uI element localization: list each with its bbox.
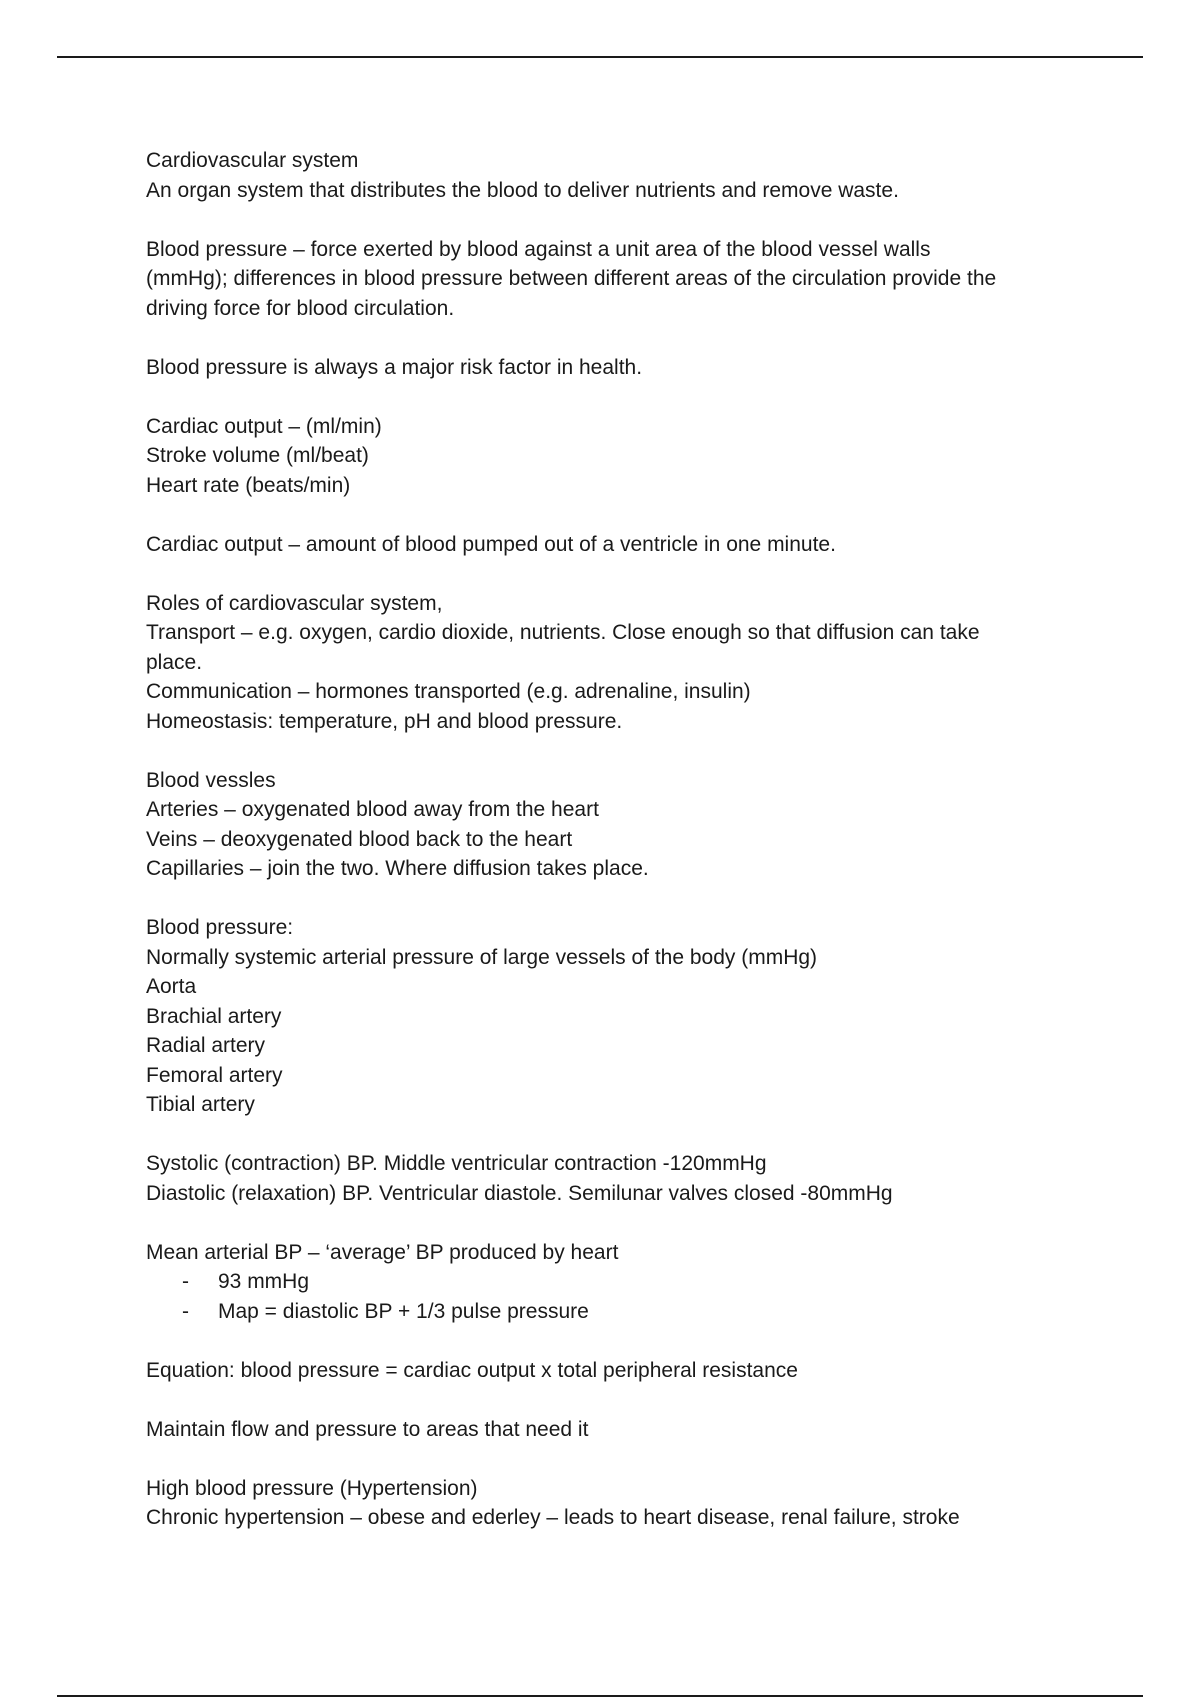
- hypertension-chronic: Chronic hypertension – obese and ederley – leads to heart disease, renal failure, stroke: [146, 1506, 960, 1529]
- bp-definition-line-3: driving force for blood circulation.: [146, 296, 455, 320]
- document-body: [146, 146, 1066, 1533]
- bullet-dash: -: [182, 1270, 189, 1293]
- artery-aorta: Aorta: [146, 975, 197, 998]
- diastolic-text: Diastolic (relaxation) BP. Ventricular diastole. Semilunar valves closed -80mmHg: [146, 1181, 893, 1205]
- roles-communication: Communication – hormones transported (e.g. adrenaline, insulin): [146, 680, 751, 703]
- hypertension-heading: High blood pressure (Hypertension): [146, 1476, 478, 1500]
- roles-heading: Roles of cardiovascular system,: [146, 591, 443, 615]
- artery-radial: Radial artery: [146, 1034, 266, 1057]
- spacer: [146, 1385, 1066, 1415]
- artery-femoral: Femoral artery: [146, 1063, 283, 1087]
- spacer: [146, 500, 1066, 530]
- mean-arterial-heading: Mean arterial BP – ‘average’ BP produced by heart: [146, 1240, 619, 1264]
- vessels-arteries: Arteries – oxygenated blood away from the heart: [146, 798, 599, 821]
- cardiac-output-unit: Cardiac output – (ml/min): [146, 414, 382, 438]
- section-title: Cardiovascular system: [146, 149, 359, 172]
- list-item: [146, 1297, 1066, 1327]
- heart-rate-unit: Heart rate (beats/min): [146, 473, 351, 497]
- spacer: [146, 1444, 1066, 1474]
- bp-definition-line-1: Blood pressure – force exerted by blood against a unit area of the blood vessel walls: [146, 237, 931, 261]
- vessels-heading: Blood vessles: [146, 768, 276, 792]
- bullet-text: Map = diastolic BP + 1/3 pulse pressure: [218, 1299, 589, 1323]
- spacer: [146, 323, 1066, 353]
- maintain-text: Maintain flow and pressure to areas that need it: [146, 1417, 589, 1441]
- roles-transport-line-1: Transport – e.g. oxygen, cardio dioxide, nutrients. Close enough so that diffusion can take: [146, 621, 980, 644]
- spacer: [146, 736, 1066, 766]
- bullet-text: 93 mmHg: [218, 1270, 310, 1293]
- risk-factor-text: Blood pressure is always a major risk factor in health.: [146, 355, 643, 379]
- spacer: [146, 382, 1066, 412]
- definition-text: An organ system that distributes the blood to deliver nutrients and remove waste.: [146, 178, 899, 202]
- bp-section-normally: Normally systemic arterial pressure of large vessels of the body (mmHg): [146, 945, 818, 969]
- vessels-capillaries: Capillaries – join the two. Where diffusion takes place.: [146, 857, 649, 880]
- bp-definition-line-2: (mmHg); differences in blood pressure between different areas of the circulation provide the: [146, 267, 997, 290]
- bottom-rule: [57, 1695, 1143, 1697]
- artery-tibial: Tibial artery: [146, 1093, 255, 1116]
- spacer: [146, 205, 1066, 235]
- roles-transport-line-2: place.: [146, 650, 203, 674]
- bullet-dash: -: [182, 1299, 189, 1323]
- list-item: [146, 1267, 1066, 1297]
- systolic-text: Systolic (contraction) BP. Middle ventricular contraction -120mmHg: [146, 1152, 767, 1175]
- cardiac-output-definition: Cardiac output – amount of blood pumped out of a ventricle in one minute.: [146, 532, 836, 556]
- spacer: [146, 559, 1066, 589]
- stroke-volume-unit: Stroke volume (ml/beat): [146, 444, 369, 467]
- roles-homeostasis: Homeostasis: temperature, pH and blood pressure.: [146, 709, 623, 733]
- spacer: [146, 884, 1066, 914]
- top-rule: [57, 56, 1143, 58]
- artery-brachial: Brachial artery: [146, 1004, 282, 1028]
- spacer: [146, 1326, 1066, 1356]
- bp-section-heading: Blood pressure:: [146, 916, 294, 939]
- spacer: [146, 1120, 1066, 1150]
- equation-text: Equation: blood pressure = cardiac output x total peripheral resistance: [146, 1358, 798, 1382]
- spacer: [146, 1208, 1066, 1238]
- vessels-veins: Veins – deoxygenated blood back to the heart: [146, 827, 573, 851]
